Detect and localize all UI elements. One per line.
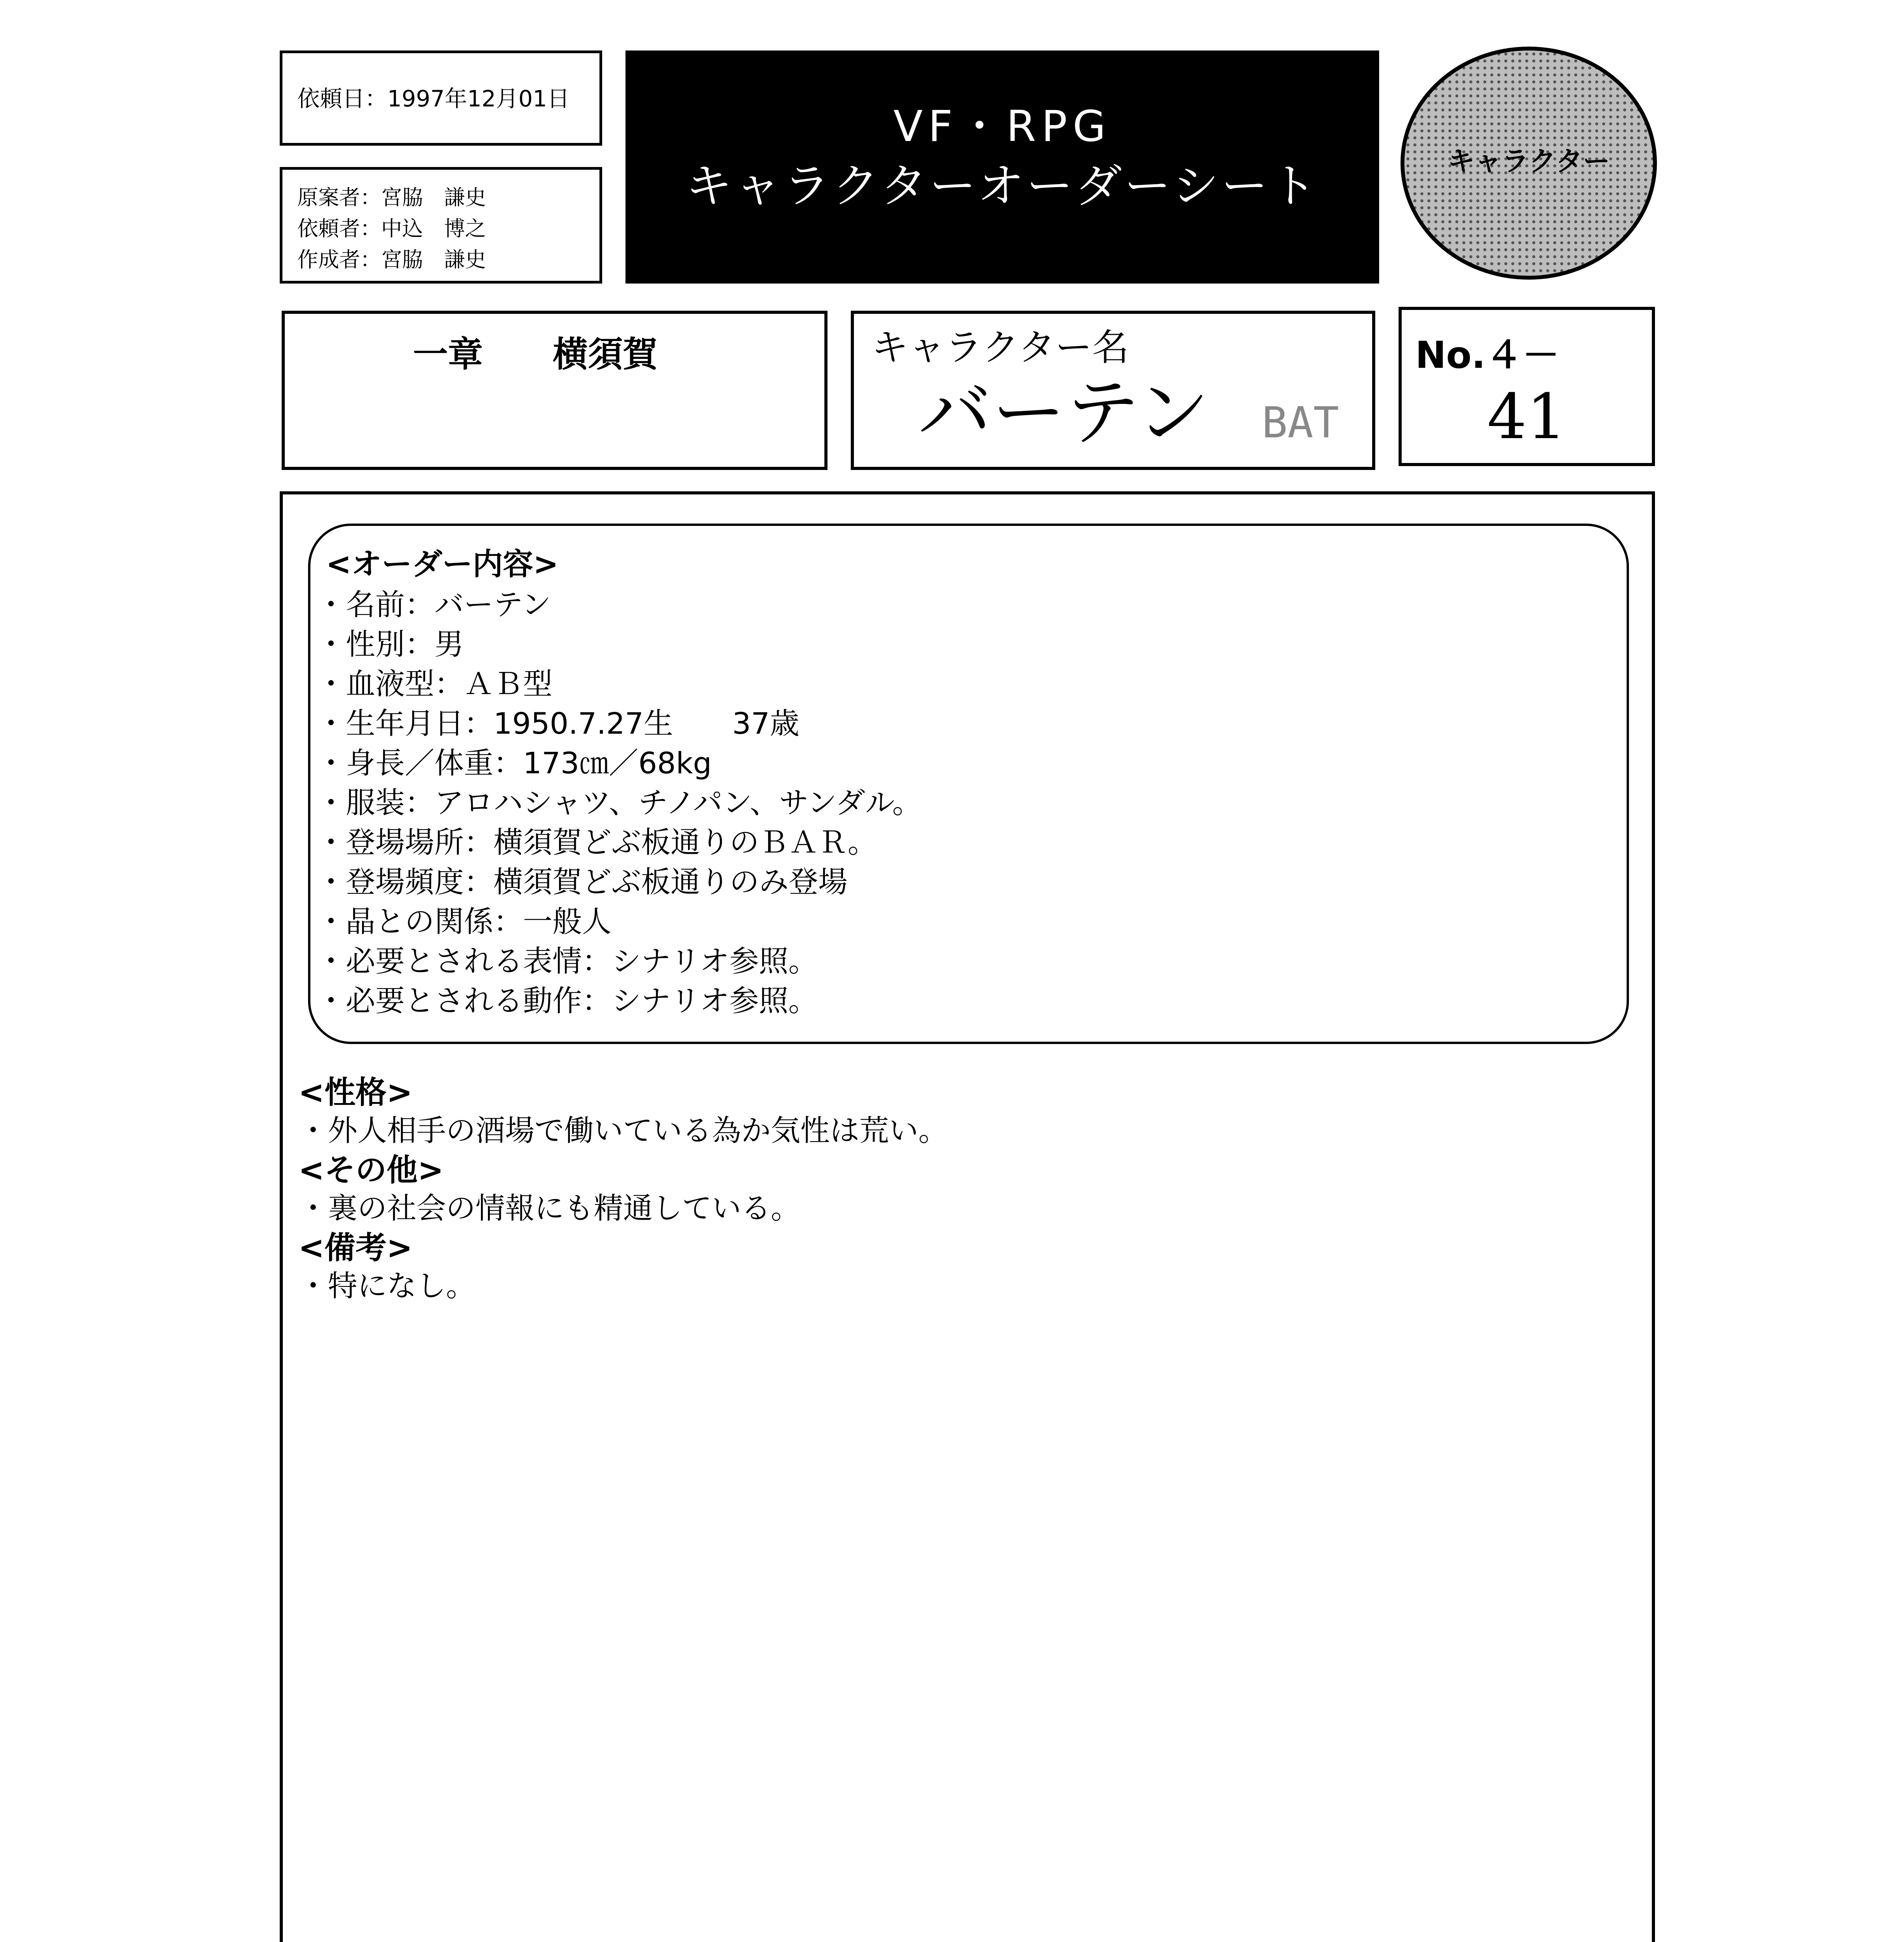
title-line-2: キャラクターオーダーシート [685,159,1319,213]
order-item: ・生年月日：1950.7.27生 37歳 [316,706,800,741]
order-item: ・必要とされる動作：シナリオ参照。 [316,983,818,1018]
request-date: 依頼日：1997年12月01日 [297,85,570,112]
number-box [1399,307,1655,466]
staff-line: 原案者：宮脇 謙史 [297,185,486,210]
personality-heading: <性格> [298,1074,413,1110]
staff-box [280,167,602,284]
request-date-box [280,50,602,146]
staff-line: 依頼者：中込 博之 [297,216,486,241]
personality-text: ・外人相手の酒場で働いている為か気性は荒い。 [298,1113,948,1148]
order-heading: <オーダー内容> [326,547,559,582]
character-name: バーテン [918,370,1210,456]
remarks-heading: <備考> [298,1230,413,1266]
chapter-label: 一章 横須賀 [413,334,658,375]
chapter-box [282,311,827,470]
order-box [308,524,1629,1044]
title-line-1: VF・RPG [893,101,1111,151]
other-heading: <その他> [298,1152,444,1188]
other-text: ・裏の社会の情報にも精通している。 [298,1191,800,1225]
category-badge [1401,47,1657,280]
order-item: ・晶との関係：一般人 [316,904,611,939]
order-item: ・登場場所：横須賀どぶ板通りのＢＡＲ。 [316,825,877,860]
remarks-text: ・特になし。 [298,1269,476,1303]
character-name-box [851,311,1375,470]
title-banner [625,50,1379,284]
order-item: ・名前：バーテン [316,587,551,622]
order-item: ・性別：男 [316,627,464,661]
order-item: ・服装：アロハシャツ、チノパン、サンダル。 [316,785,922,820]
main-content-box [280,491,1655,1942]
order-item: ・血液型：ＡＢ型 [316,666,552,701]
order-item: ・身長／体重：173㎝／68kg [316,746,712,780]
number-label: No.４－ [1415,334,1559,377]
number-value: 41 [1487,380,1566,453]
order-item: ・登場頻度：横須賀どぶ板通りのみ登場 [316,865,848,899]
category-badge-label: キャラクター [1447,145,1610,177]
character-name-note: BAT [1262,398,1339,447]
character-name-label: キャラクター名 [871,326,1129,369]
staff-line: 作成者：宮脇 謙史 [297,247,486,272]
order-item: ・必要とされる表情：シナリオ参照。 [316,944,818,978]
